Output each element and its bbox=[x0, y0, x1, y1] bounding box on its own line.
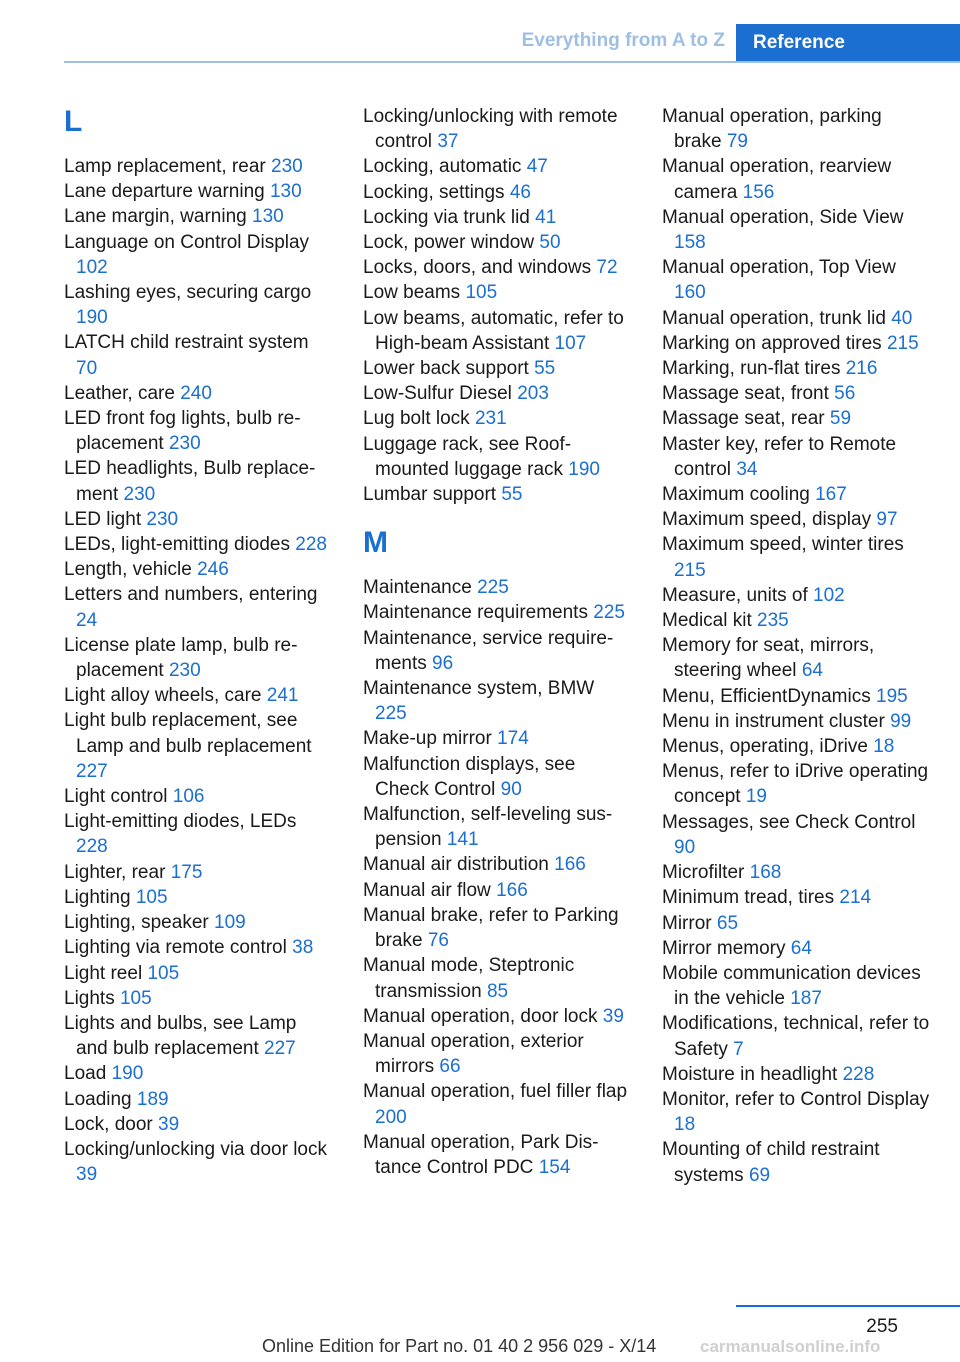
page-reference-link[interactable]: 230 bbox=[123, 483, 156, 505]
page-reference-link[interactable]: 166 bbox=[496, 879, 528, 901]
page-reference-link[interactable]: 79 bbox=[726, 131, 748, 153]
page-reference-link[interactable]: 187 bbox=[790, 988, 822, 1010]
page-reference-link[interactable]: 167 bbox=[815, 484, 847, 506]
index-entry bbox=[662, 885, 930, 910]
index-entry bbox=[662, 1087, 930, 1137]
page-reference-link[interactable]: 39 bbox=[76, 1164, 98, 1186]
index-entry-text: Leather, care bbox=[64, 382, 175, 404]
index-entry bbox=[363, 1004, 631, 1029]
index-entry-text: Mirror bbox=[662, 912, 712, 934]
page-reference-link[interactable]: 231 bbox=[474, 408, 507, 430]
index-entry-text: Lighting bbox=[64, 886, 131, 908]
page-reference-link[interactable]: 40 bbox=[891, 307, 913, 329]
index-entry-text: Light-emitting diodes, LEDs bbox=[64, 811, 297, 833]
index-entry bbox=[363, 482, 631, 507]
index-entry bbox=[363, 255, 631, 280]
index-entry-text: Marking on approved tires bbox=[662, 332, 882, 354]
page-reference-link[interactable]: 66 bbox=[439, 1056, 461, 1078]
index-entry-text: Massage seat, rear bbox=[662, 408, 825, 430]
index-entry-text: Lumbar support bbox=[363, 484, 497, 506]
index-entry bbox=[64, 1112, 332, 1137]
index-entry-text: Low-Sulfur Diesel bbox=[363, 383, 512, 405]
page-reference-link[interactable]: 59 bbox=[829, 408, 852, 430]
index-entry bbox=[363, 852, 631, 877]
index-entry bbox=[662, 432, 930, 482]
page-reference-link[interactable]: 107 bbox=[554, 332, 587, 354]
page-reference-link[interactable]: 190 bbox=[111, 1063, 144, 1085]
page-reference-link[interactable]: 200 bbox=[375, 1106, 407, 1128]
page-reference-link[interactable]: 230 bbox=[168, 660, 201, 682]
page-reference-link[interactable]: 105 bbox=[135, 886, 168, 908]
index-entry-text: Modifications, technical, refer to Safety bbox=[662, 1013, 930, 1060]
chapter-tab[interactable]: Reference bbox=[736, 24, 960, 62]
index-entry-text: Locking, automatic bbox=[363, 156, 522, 178]
index-entry bbox=[662, 104, 930, 154]
page-reference-link[interactable]: 70 bbox=[76, 357, 98, 379]
page-reference-link[interactable]: 227 bbox=[76, 760, 108, 782]
page-reference-link[interactable]: 230 bbox=[146, 508, 179, 530]
index-entry bbox=[64, 910, 332, 935]
index-column-3 bbox=[662, 104, 930, 1188]
index-entry bbox=[662, 154, 930, 204]
page-reference-link[interactable]: 160 bbox=[674, 282, 706, 304]
index-entry-text: Lug bolt lock bbox=[363, 408, 470, 430]
index-entry-text: Lamp replacement, rear bbox=[64, 156, 266, 177]
index-entry bbox=[662, 1011, 930, 1061]
index-entry-text: Menu in instrument cluster bbox=[662, 710, 885, 732]
index-entry-text: Manual air distribution bbox=[363, 854, 549, 876]
index-entry bbox=[662, 306, 930, 331]
index-entry-text: Mounting of child restraint systems bbox=[662, 1139, 880, 1186]
index-entry-text: Moisture in headlight bbox=[662, 1063, 838, 1085]
index-entry bbox=[363, 280, 631, 305]
index-entry-text: Manual air flow bbox=[363, 879, 491, 901]
page-reference-link[interactable]: 18 bbox=[873, 736, 895, 758]
index-entry bbox=[64, 986, 332, 1011]
index-entry bbox=[363, 230, 631, 255]
index-entry-text: Language on Control Display bbox=[64, 231, 310, 253]
page-reference-link[interactable]: 47 bbox=[526, 156, 548, 178]
index-entry bbox=[64, 406, 332, 456]
index-entry bbox=[64, 381, 332, 406]
index-entry bbox=[363, 878, 631, 903]
index-entry bbox=[363, 406, 631, 431]
page-header bbox=[0, 0, 960, 62]
page-reference-link[interactable]: 230 bbox=[271, 156, 303, 177]
page-reference-link[interactable]: 225 bbox=[477, 577, 509, 599]
page-reference-link[interactable]: 189 bbox=[136, 1088, 169, 1110]
index-entry bbox=[64, 683, 332, 708]
page-reference-link[interactable]: 39 bbox=[602, 1005, 624, 1027]
index-entry-text: Luggage rack, see Roof-mounted luggage rack bbox=[363, 433, 572, 480]
index-entry bbox=[662, 936, 930, 961]
index-entry-text: Lighter, rear bbox=[64, 861, 166, 883]
index-entry bbox=[363, 154, 631, 179]
index-entry bbox=[363, 432, 631, 482]
index-entry-text: Locks, doors, and windows bbox=[363, 257, 592, 279]
index-entry-text: Menus, operating, iDrive bbox=[662, 736, 868, 758]
index-entry-text: Lighting via remote control bbox=[64, 937, 287, 959]
edition-note: Online Edition for Part no. 01 40 2 956 029 - X/14 bbox=[262, 1336, 657, 1356]
page-reference-link[interactable]: 105 bbox=[147, 962, 180, 984]
page-reference-link[interactable]: 105 bbox=[119, 987, 152, 1009]
index-entry-text: License plate lamp, bulb replacement bbox=[64, 634, 298, 682]
page-reference-link[interactable]: 85 bbox=[486, 980, 509, 1002]
page-reference-link[interactable]: 203 bbox=[517, 383, 549, 405]
index-column-1 bbox=[64, 104, 332, 1187]
page-reference-link[interactable]: 190 bbox=[76, 307, 108, 329]
index-entry-text: Maintenance system, BMW bbox=[363, 678, 595, 700]
index-entry-text: Manual operation, Park Distance Control PDC bbox=[363, 1131, 599, 1178]
index-entry bbox=[363, 676, 631, 726]
index-entry bbox=[662, 961, 930, 1011]
index-entry-text: LED light bbox=[64, 508, 142, 530]
page-reference-link[interactable]: 240 bbox=[180, 382, 212, 404]
page-reference-link[interactable]: 99 bbox=[890, 710, 912, 732]
index-entry bbox=[662, 583, 930, 608]
index-entry bbox=[64, 1061, 332, 1086]
index-entry bbox=[363, 180, 631, 205]
index-entry bbox=[662, 482, 930, 507]
page-reference-link[interactable]: 130 bbox=[252, 206, 284, 228]
index-entry bbox=[64, 1011, 332, 1061]
index-entry-text: Locking, settings bbox=[363, 181, 505, 203]
page-number: 255 bbox=[866, 1316, 898, 1337]
index-entry-text: Loading bbox=[64, 1088, 132, 1110]
index-entry-text: Manual operation, parking brake bbox=[662, 106, 882, 153]
page-reference-link[interactable]: 96 bbox=[432, 652, 454, 674]
index-entry-text: LED headlights, Bulb replacement bbox=[64, 458, 316, 505]
page-reference-link[interactable]: 175 bbox=[170, 861, 203, 883]
index-entry bbox=[363, 381, 631, 406]
index-entry bbox=[64, 532, 332, 557]
index-entry-text: Letters and numbers, entering bbox=[64, 584, 318, 606]
index-entry bbox=[363, 1079, 631, 1129]
page-reference-link[interactable]: 228 bbox=[295, 534, 327, 556]
index-entry bbox=[662, 684, 930, 709]
index-entry bbox=[64, 582, 332, 632]
index-entry-text: Lighting, speaker bbox=[64, 912, 209, 934]
index-entry bbox=[662, 608, 930, 633]
index-entry-text: Lashing eyes, securing cargo bbox=[64, 282, 312, 304]
index-entry-text: Malfunction displays, see Check Control bbox=[363, 753, 576, 800]
index-entry-text: Microfilter bbox=[662, 862, 745, 884]
page-reference-link[interactable]: 215 bbox=[886, 332, 919, 354]
page-reference-link[interactable]: 24 bbox=[76, 609, 98, 631]
index-entry-text: Lock, door bbox=[64, 1113, 153, 1135]
index-entry bbox=[662, 633, 930, 683]
index-entry bbox=[662, 810, 930, 860]
page-reference-link[interactable]: 7 bbox=[733, 1038, 744, 1060]
index-entry bbox=[662, 381, 930, 406]
page-reference-link[interactable]: 50 bbox=[539, 232, 561, 254]
index-entry bbox=[363, 726, 631, 751]
index-entry bbox=[64, 330, 332, 380]
page-reference-link[interactable]: 156 bbox=[742, 181, 775, 203]
index-entry bbox=[64, 557, 332, 582]
index-entry-text: Menu, EfficientDynamics bbox=[662, 685, 871, 707]
index-entry-text: Light bulb replacement, see Lamp and bulb replacement bbox=[64, 710, 312, 757]
index-entry-text: Maintenance bbox=[363, 577, 472, 599]
index-entry bbox=[363, 1029, 631, 1079]
index-entry-text: Manual operation, Top View bbox=[662, 257, 896, 279]
index-entry-text: Minimum tread, tires bbox=[662, 887, 835, 909]
index-column-2 bbox=[363, 104, 631, 1180]
index-entry-text: Lower back support bbox=[363, 358, 529, 380]
index-entry bbox=[363, 205, 631, 230]
index-entry bbox=[662, 356, 930, 381]
index-entry-text: Manual operation, trunk lid bbox=[662, 307, 886, 329]
index-entry-text: Mobile communication devices in the vehicle bbox=[662, 962, 921, 1010]
index-entry-text: Locking/unlocking via door lock bbox=[64, 1138, 327, 1160]
page-reference-link[interactable]: 174 bbox=[497, 728, 529, 750]
index-entry-text: Lane departure warning bbox=[64, 181, 265, 203]
page-reference-link[interactable]: 225 bbox=[375, 703, 407, 725]
index-entry-text: Measure, units of bbox=[662, 584, 808, 606]
index-entry bbox=[64, 784, 332, 809]
index-letter-heading: L bbox=[64, 105, 83, 138]
index-entry bbox=[363, 626, 631, 676]
page-reference-link[interactable]: 69 bbox=[748, 1164, 771, 1186]
index-entry-text: Messages, see Check Control bbox=[662, 811, 916, 833]
page-reference-link[interactable]: 154 bbox=[538, 1156, 571, 1178]
index-entry-text: Lights bbox=[64, 987, 115, 1009]
index-entry-text: Load bbox=[64, 1063, 107, 1085]
page-reference-link[interactable]: 235 bbox=[757, 610, 789, 632]
index-entry bbox=[64, 280, 332, 330]
index-entry-text: LEDs, light-emitting diodes bbox=[64, 534, 290, 556]
index-entry bbox=[662, 1062, 930, 1087]
index-entry-text: Manual brake, refer to Parking brake bbox=[363, 904, 619, 952]
index-entry-text: Maximum cooling bbox=[662, 484, 810, 506]
index-entry-text: Lane margin, warning bbox=[64, 206, 247, 228]
index-entry bbox=[363, 356, 631, 381]
index-entry-text: Monitor, refer to Control Display bbox=[662, 1088, 930, 1110]
index-entry bbox=[363, 903, 631, 953]
index-entry bbox=[662, 255, 930, 305]
index-entry bbox=[363, 953, 631, 1003]
index-entry-text: Lights and bulbs, see Lamp and bulb replacement bbox=[64, 1012, 297, 1060]
page-reference-link[interactable]: 241 bbox=[266, 685, 299, 707]
index-entry-text: Memory for seat, mirrors, steering wheel bbox=[662, 635, 875, 682]
page-reference-link[interactable]: 72 bbox=[596, 257, 618, 279]
footer-divider bbox=[736, 1305, 960, 1307]
index-entry bbox=[64, 708, 332, 784]
page-reference-link[interactable]: 18 bbox=[674, 1114, 696, 1136]
page-reference-link[interactable]: 195 bbox=[876, 685, 908, 707]
index-entry bbox=[662, 759, 930, 809]
index-entry bbox=[363, 752, 631, 802]
index-entry-text: Light control bbox=[64, 786, 168, 808]
page-reference-link[interactable]: 97 bbox=[876, 509, 898, 531]
header-divider bbox=[64, 61, 960, 63]
page-reference-link[interactable]: 65 bbox=[716, 912, 739, 934]
index-entry bbox=[662, 406, 930, 431]
index-entry bbox=[64, 809, 332, 859]
index-entry bbox=[662, 205, 930, 255]
index-entry-text: Low beams bbox=[363, 282, 461, 304]
page-reference-link[interactable]: 227 bbox=[264, 1038, 296, 1060]
index-entry bbox=[662, 507, 930, 532]
index-entry bbox=[363, 104, 631, 154]
page-reference-link[interactable]: 34 bbox=[736, 458, 758, 480]
page-reference-link[interactable]: 64 bbox=[790, 937, 812, 959]
index-entry-text: Locking via trunk lid bbox=[363, 206, 530, 228]
page-reference-link[interactable]: 225 bbox=[593, 602, 625, 624]
page-reference-link[interactable]: 56 bbox=[834, 383, 856, 405]
index-entry bbox=[363, 575, 631, 600]
index-entry-text: Manual mode, Steptronic transmission bbox=[363, 955, 575, 1002]
index-entry bbox=[64, 456, 332, 506]
page-reference-link[interactable]: 168 bbox=[749, 862, 782, 884]
index-entry-text: LATCH child restraint system bbox=[64, 332, 309, 354]
page-reference-link[interactable]: 216 bbox=[845, 358, 878, 380]
index-entry-text: Maximum speed, winter tires bbox=[662, 534, 904, 556]
index-entry bbox=[64, 507, 332, 532]
page-reference-link[interactable]: 228 bbox=[76, 836, 108, 858]
index-entry-text: Manual operation, exterior mirrors bbox=[363, 1030, 584, 1078]
index-entry bbox=[662, 734, 930, 759]
index-entry bbox=[662, 860, 930, 885]
index-entry bbox=[64, 961, 332, 986]
index-entry-text: Low beams, automatic, refer to High-beam Assistant bbox=[363, 307, 624, 354]
page-reference-link[interactable]: 90 bbox=[674, 836, 696, 858]
index-entry-text: Manual operation, door lock bbox=[363, 1005, 598, 1027]
index-entry bbox=[662, 911, 930, 936]
page-reference-link[interactable]: 246 bbox=[197, 559, 229, 581]
index-entry-text: Maximum speed, display bbox=[662, 509, 872, 531]
index-entry bbox=[662, 532, 930, 582]
index-entry-text: Manual operation, Side View bbox=[662, 206, 904, 228]
page-reference-link[interactable]: 158 bbox=[674, 232, 706, 254]
index-entry bbox=[64, 633, 332, 683]
page-reference-link[interactable]: 64 bbox=[801, 660, 823, 682]
page-reference-link[interactable]: 130 bbox=[269, 181, 302, 203]
index-entry bbox=[64, 935, 332, 960]
index-entry-text: Locking/unlocking with remote control bbox=[363, 106, 618, 153]
page-reference-link[interactable]: 19 bbox=[745, 786, 767, 808]
page-reference-link[interactable]: 228 bbox=[842, 1063, 875, 1085]
index-entry-text: Malfunction, self-leveling suspension bbox=[363, 804, 613, 851]
index-entry bbox=[363, 600, 631, 625]
page-reference-link[interactable]: 102 bbox=[76, 256, 108, 278]
index-entry bbox=[64, 1087, 332, 1112]
index-entry bbox=[64, 1137, 332, 1187]
watermark-text: carmanualsonline.info bbox=[700, 1337, 881, 1356]
index-entry-text: Maintenance requirements bbox=[363, 602, 588, 624]
index-entry-text: Light alloy wheels, care bbox=[64, 685, 262, 707]
index-entry bbox=[662, 709, 930, 734]
index-entry-text: Maintenance, service requirements bbox=[363, 627, 614, 674]
page-reference-link[interactable]: 141 bbox=[446, 829, 479, 851]
page-reference-link[interactable]: 190 bbox=[568, 458, 600, 480]
page-reference-link[interactable]: 90 bbox=[500, 778, 522, 800]
page-reference-link[interactable]: 230 bbox=[168, 433, 201, 455]
page-reference-link[interactable]: 41 bbox=[535, 206, 557, 228]
page-reference-link[interactable]: 55 bbox=[534, 358, 556, 380]
page-reference-link[interactable]: 102 bbox=[813, 584, 845, 606]
page-reference-link[interactable]: 106 bbox=[172, 786, 205, 808]
index-entry-text: Length, vehicle bbox=[64, 559, 192, 581]
page-reference-link[interactable]: 46 bbox=[509, 181, 531, 203]
index-entry-text: Light reel bbox=[64, 962, 143, 984]
page-reference-link[interactable]: 215 bbox=[674, 559, 706, 581]
index-entry-text: Lock, power window bbox=[363, 232, 535, 254]
index-entry bbox=[64, 860, 332, 885]
index-entry-text: Massage seat, front bbox=[662, 383, 829, 405]
index-entry bbox=[64, 179, 332, 204]
page-reference-link[interactable]: 37 bbox=[437, 131, 459, 153]
index-entry-text: Medical kit bbox=[662, 610, 752, 632]
index-entry bbox=[363, 1130, 631, 1180]
section-title: Everything from A to Z bbox=[521, 30, 725, 51]
page-reference-link[interactable]: 39 bbox=[158, 1113, 180, 1135]
index-entry-text: Menus, refer to iDrive operating concept bbox=[662, 761, 929, 808]
index-entry bbox=[64, 204, 332, 229]
index-entry-text: Master key, refer to Remote control bbox=[662, 433, 897, 480]
index-entry bbox=[363, 306, 631, 356]
index-entry-text: Manual operation, rearview camera bbox=[662, 156, 892, 203]
index-letter-heading: M bbox=[363, 526, 388, 560]
index-entry-text: Manual operation, fuel filler flap bbox=[363, 1081, 628, 1103]
page-reference-link[interactable]: 55 bbox=[501, 484, 523, 506]
index-entry bbox=[64, 885, 332, 910]
index-entry bbox=[363, 802, 631, 852]
index-entry bbox=[64, 154, 332, 179]
page-reference-link[interactable]: 105 bbox=[465, 282, 498, 304]
index-entry-text: LED front fog lights, bulb replacement bbox=[64, 408, 301, 455]
index-entry bbox=[662, 1137, 930, 1187]
page-reference-link[interactable]: 166 bbox=[554, 854, 586, 876]
page-reference-link[interactable]: 214 bbox=[839, 887, 872, 909]
index-entry-text: Make-up mirror bbox=[363, 728, 492, 750]
index-entry bbox=[662, 331, 930, 356]
page-reference-link[interactable]: 109 bbox=[214, 912, 246, 934]
page-reference-link[interactable]: 76 bbox=[427, 930, 449, 952]
index-entry-text: Marking, run-flat tires bbox=[662, 358, 841, 380]
index-entry bbox=[64, 230, 332, 280]
index-entry-text: Mirror memory bbox=[662, 937, 786, 959]
page-reference-link[interactable]: 38 bbox=[292, 937, 314, 959]
